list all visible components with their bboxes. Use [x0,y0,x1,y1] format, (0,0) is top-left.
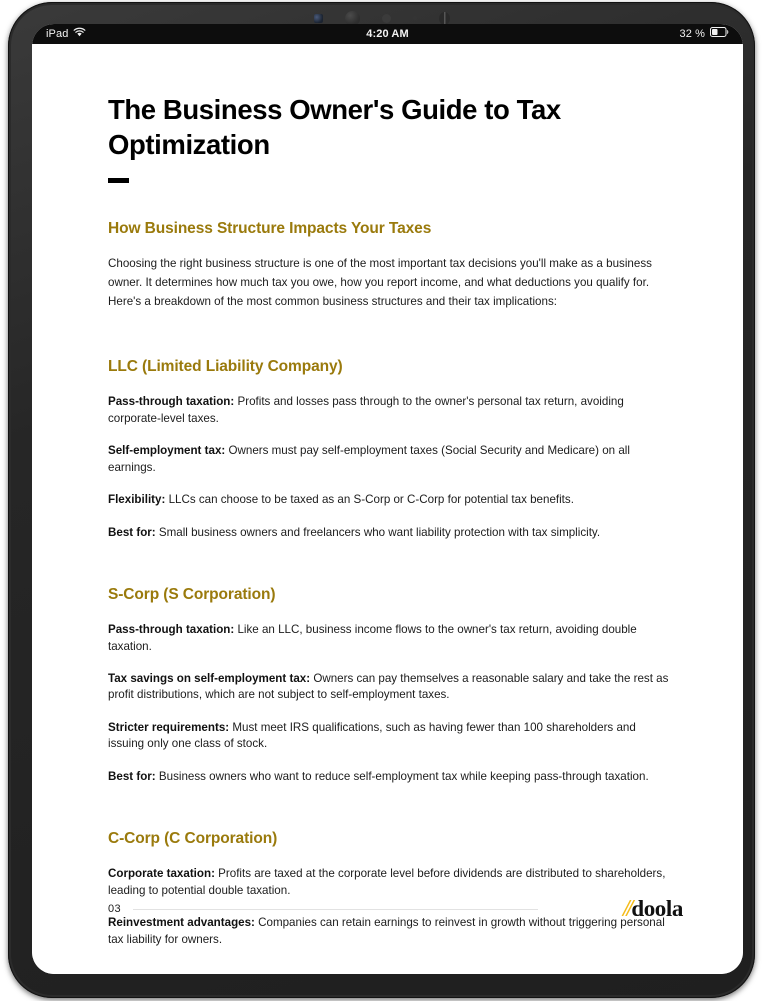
list-item [108,394,669,427]
list-item [108,769,669,785]
page-title: The Business Owner's Guide to Tax Optimization [108,94,561,161]
list-item-label: Self-employment tax: [108,444,226,458]
list-item [108,622,669,655]
list-item [108,720,669,753]
list-item-text: Business owners who want to reduce self-employment tax while keeping pass-through taxation. [155,769,649,783]
tablet-screen [32,24,743,974]
status-bar-right [680,24,729,44]
list-item-text: LLCs can choose to be taxed as an S-Corp or C-Corp for potential tax benefits. [165,493,574,507]
sub-heading-c-corp: C-Corp (C Corporation) [108,830,278,848]
bullet-list-s-corp [108,622,669,785]
intro-paragraph: Choosing the right business structure is one of the most important tax decisions you'll make as a business owner. It determines how much tax you owe, how you report income, and what deductions you qualify for. Here's a breakdown of the most common business structures and their tax implications: [108,257,652,309]
section-s-corp [108,586,669,785]
page-number: 03 [108,903,122,915]
logo-wordmark: doola [631,896,683,921]
section-heading-intro: How Business Structure Impacts Your Taxes [108,220,432,238]
list-item-text: Profits and losses pass through to the owner's personal tax return, avoiding corporate-level taxes. [108,395,624,425]
list-item-label: Corporate taxation: [108,867,215,881]
page-footer [108,897,683,921]
list-item-label: Tax savings on self-employment tax: [108,672,311,685]
battery-percent-label: 32 % [679,28,705,40]
list-item [108,866,669,899]
section-llc [108,358,669,541]
document-page [32,44,743,974]
doola-logo [623,897,683,921]
list-item-label: Best for: [108,525,156,539]
list-item-text: Owners must pay self-employment taxes (Social Security and Medicare) on all earnings. [108,444,630,474]
list-item-label: Stricter requirements: [108,720,230,734]
section-c-corp [108,830,669,948]
list-item-text: Must meet IRS qualifications, such as having fewer than 100 shareholders and issuing only one class of stock. [108,720,636,751]
sub-heading-llc: LLC (Limited Liability Company) [108,358,343,376]
list-item [108,443,669,476]
list-item [108,671,669,704]
battery-icon [710,24,729,44]
list-item-text: Small business owners and freelancers who want liability protection with tax simplicity. [155,525,601,539]
list-item-label: Flexibility: [108,493,166,507]
list-item-label: Best for: [108,769,156,783]
status-bar [32,24,743,44]
tablet-device-frame [8,2,755,998]
sub-heading-s-corp: S-Corp (S Corporation) [108,586,276,604]
list-item-text: Companies can retain earnings to reinvest in growth without triggering personal tax liability for owners. [108,916,665,946]
status-bar-clock: 4:20 AM [366,28,409,40]
list-item-text: Profits are taxed at the corporate level before dividends are distributed to shareholders, leading to potential double taxation. [108,867,666,897]
logo-slashes-icon: // [622,896,631,922]
list-item [108,492,669,508]
list-item-text: Owners can pay themselves a reasonable salary and take the rest as profit distributions, which are not subject to self-employment taxes. [108,672,669,702]
bullet-list-llc [108,394,669,541]
list-item-label: Pass-through taxation: [108,395,235,409]
list-item-label: Reinvestment advantages: [108,916,255,930]
title-divider [108,178,129,183]
list-item-text: Like an LLC, business income flows to the owner's tax return, avoiding double taxation. [108,623,637,653]
list-item-label: Pass-through taxation: [108,623,235,637]
list-item [108,525,669,541]
device-label: iPad [46,28,69,40]
footer-divider [133,909,538,910]
